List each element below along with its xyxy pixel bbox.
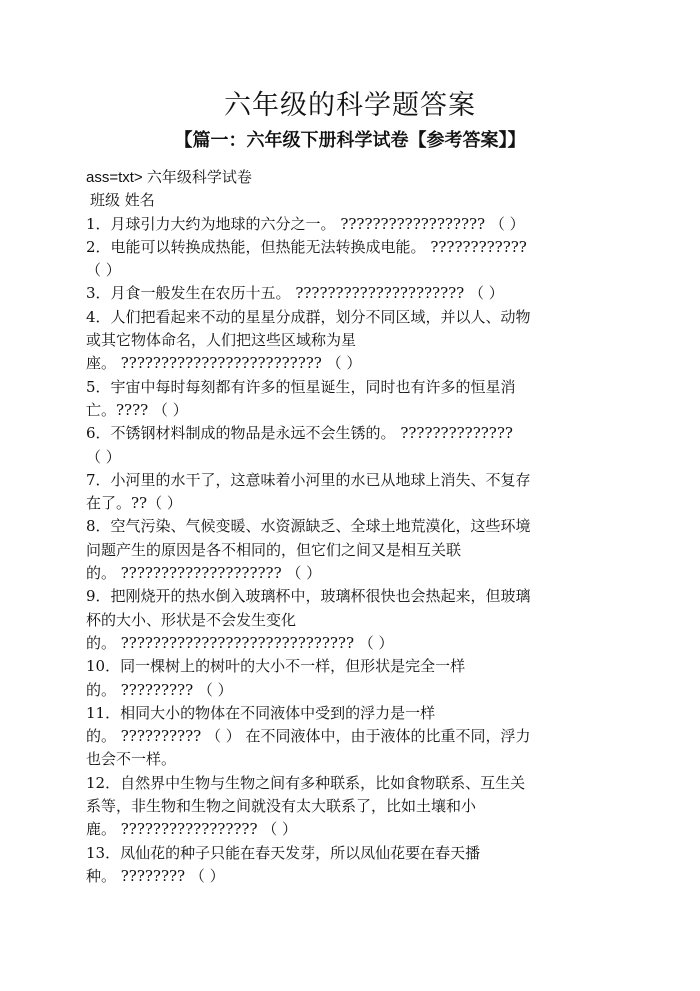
document-body (86, 166, 626, 888)
question-line: 问题产生的原因是各不相同的，但它们之间又是相互关联 (86, 540, 462, 559)
question-line: 6．不锈钢材料制成的物品是永远不会生锈的。 ?????????????? (86, 424, 513, 443)
document-subtitle: 【篇一：六年级下册科学试卷【参考答案】】 (174, 130, 526, 151)
question-line: 杯的大小、形状是不会发生变化 (86, 610, 297, 629)
question-line: 12．自然界中生物与生物之间有多种联系，比如食物联系、互生关 (86, 773, 526, 792)
question-line: 的。 ?????????? （ ） 在不同液体中，由于液体的比重不同，浮力 (86, 727, 531, 746)
question-line: 10．同一棵树上的树叶的大小不一样，但形状是完全一样 (86, 657, 466, 676)
question-line: 2．电能可以转换成热能，但热能无法转换成电能。 ???????????? (86, 237, 527, 256)
question-line: 8．空气污染、气候变暖、水资源缺乏、全球土地荒漠化，这些环境 (86, 517, 531, 536)
question-line: 5．宇宙中每时每刻都有许多的恒星诞生，同时也有许多的恒星消 (86, 377, 516, 396)
question-line: 3．月食一般发生在农历十五。 ????????????????????? （ ） (86, 284, 504, 303)
question-line: 的。 ????????? （ ） (86, 680, 233, 699)
question-line: （ ） (86, 447, 121, 466)
question-line: （ ） (86, 261, 121, 280)
question-line: 系等，非生物和生物之间就没有太大联系了，比如土壤和小 (86, 797, 477, 816)
question-line: 的。 ????????????????????????????? （ ） (86, 633, 394, 652)
question-line: 1．月球引力大约为地球的六分之一。 ?????????????????? （ ） (86, 214, 525, 233)
question-line: 也会不一样。 (86, 750, 177, 769)
question-line: 7．小河里的水干了，这意味着小河里的水已从地球上消失、不复存 (86, 470, 531, 489)
question-line: 种。 ???????? （ ） (86, 866, 225, 885)
class-name-line: 班级 姓名 (90, 191, 155, 210)
question-line: 9．把刚烧开的热水倒入玻璃杯中，玻璃杯很快也会热起来，但玻璃 (86, 587, 531, 606)
question-line: 在了。??（ ） (86, 494, 182, 513)
question-line: 鹿。 ????????????????? （ ） (86, 820, 298, 839)
question-line: 亡。???? （ ） (86, 400, 188, 419)
question-line: 座。 ????????????????????????? （ ） (86, 354, 362, 373)
question-line: 的。 ???????????????????? （ ） (86, 564, 322, 583)
question-line: 或其它物体命名，人们把这些区域称为星 (86, 331, 357, 350)
question-line: 4．人们把看起来不动的星星分成群，划分不同区域，并以人、动物 (86, 307, 531, 326)
lead-line: ass=txt> 六年级科学试卷 (86, 169, 252, 186)
question-line: 11．相同大小的物体在不同液体中受到的浮力是一样 (86, 703, 436, 722)
question-line: 13．凤仙花的种子只能在春天发芽，所以凤仙花要在春天播 (86, 843, 481, 862)
document-title: 六年级的科学题答案 (224, 90, 476, 121)
